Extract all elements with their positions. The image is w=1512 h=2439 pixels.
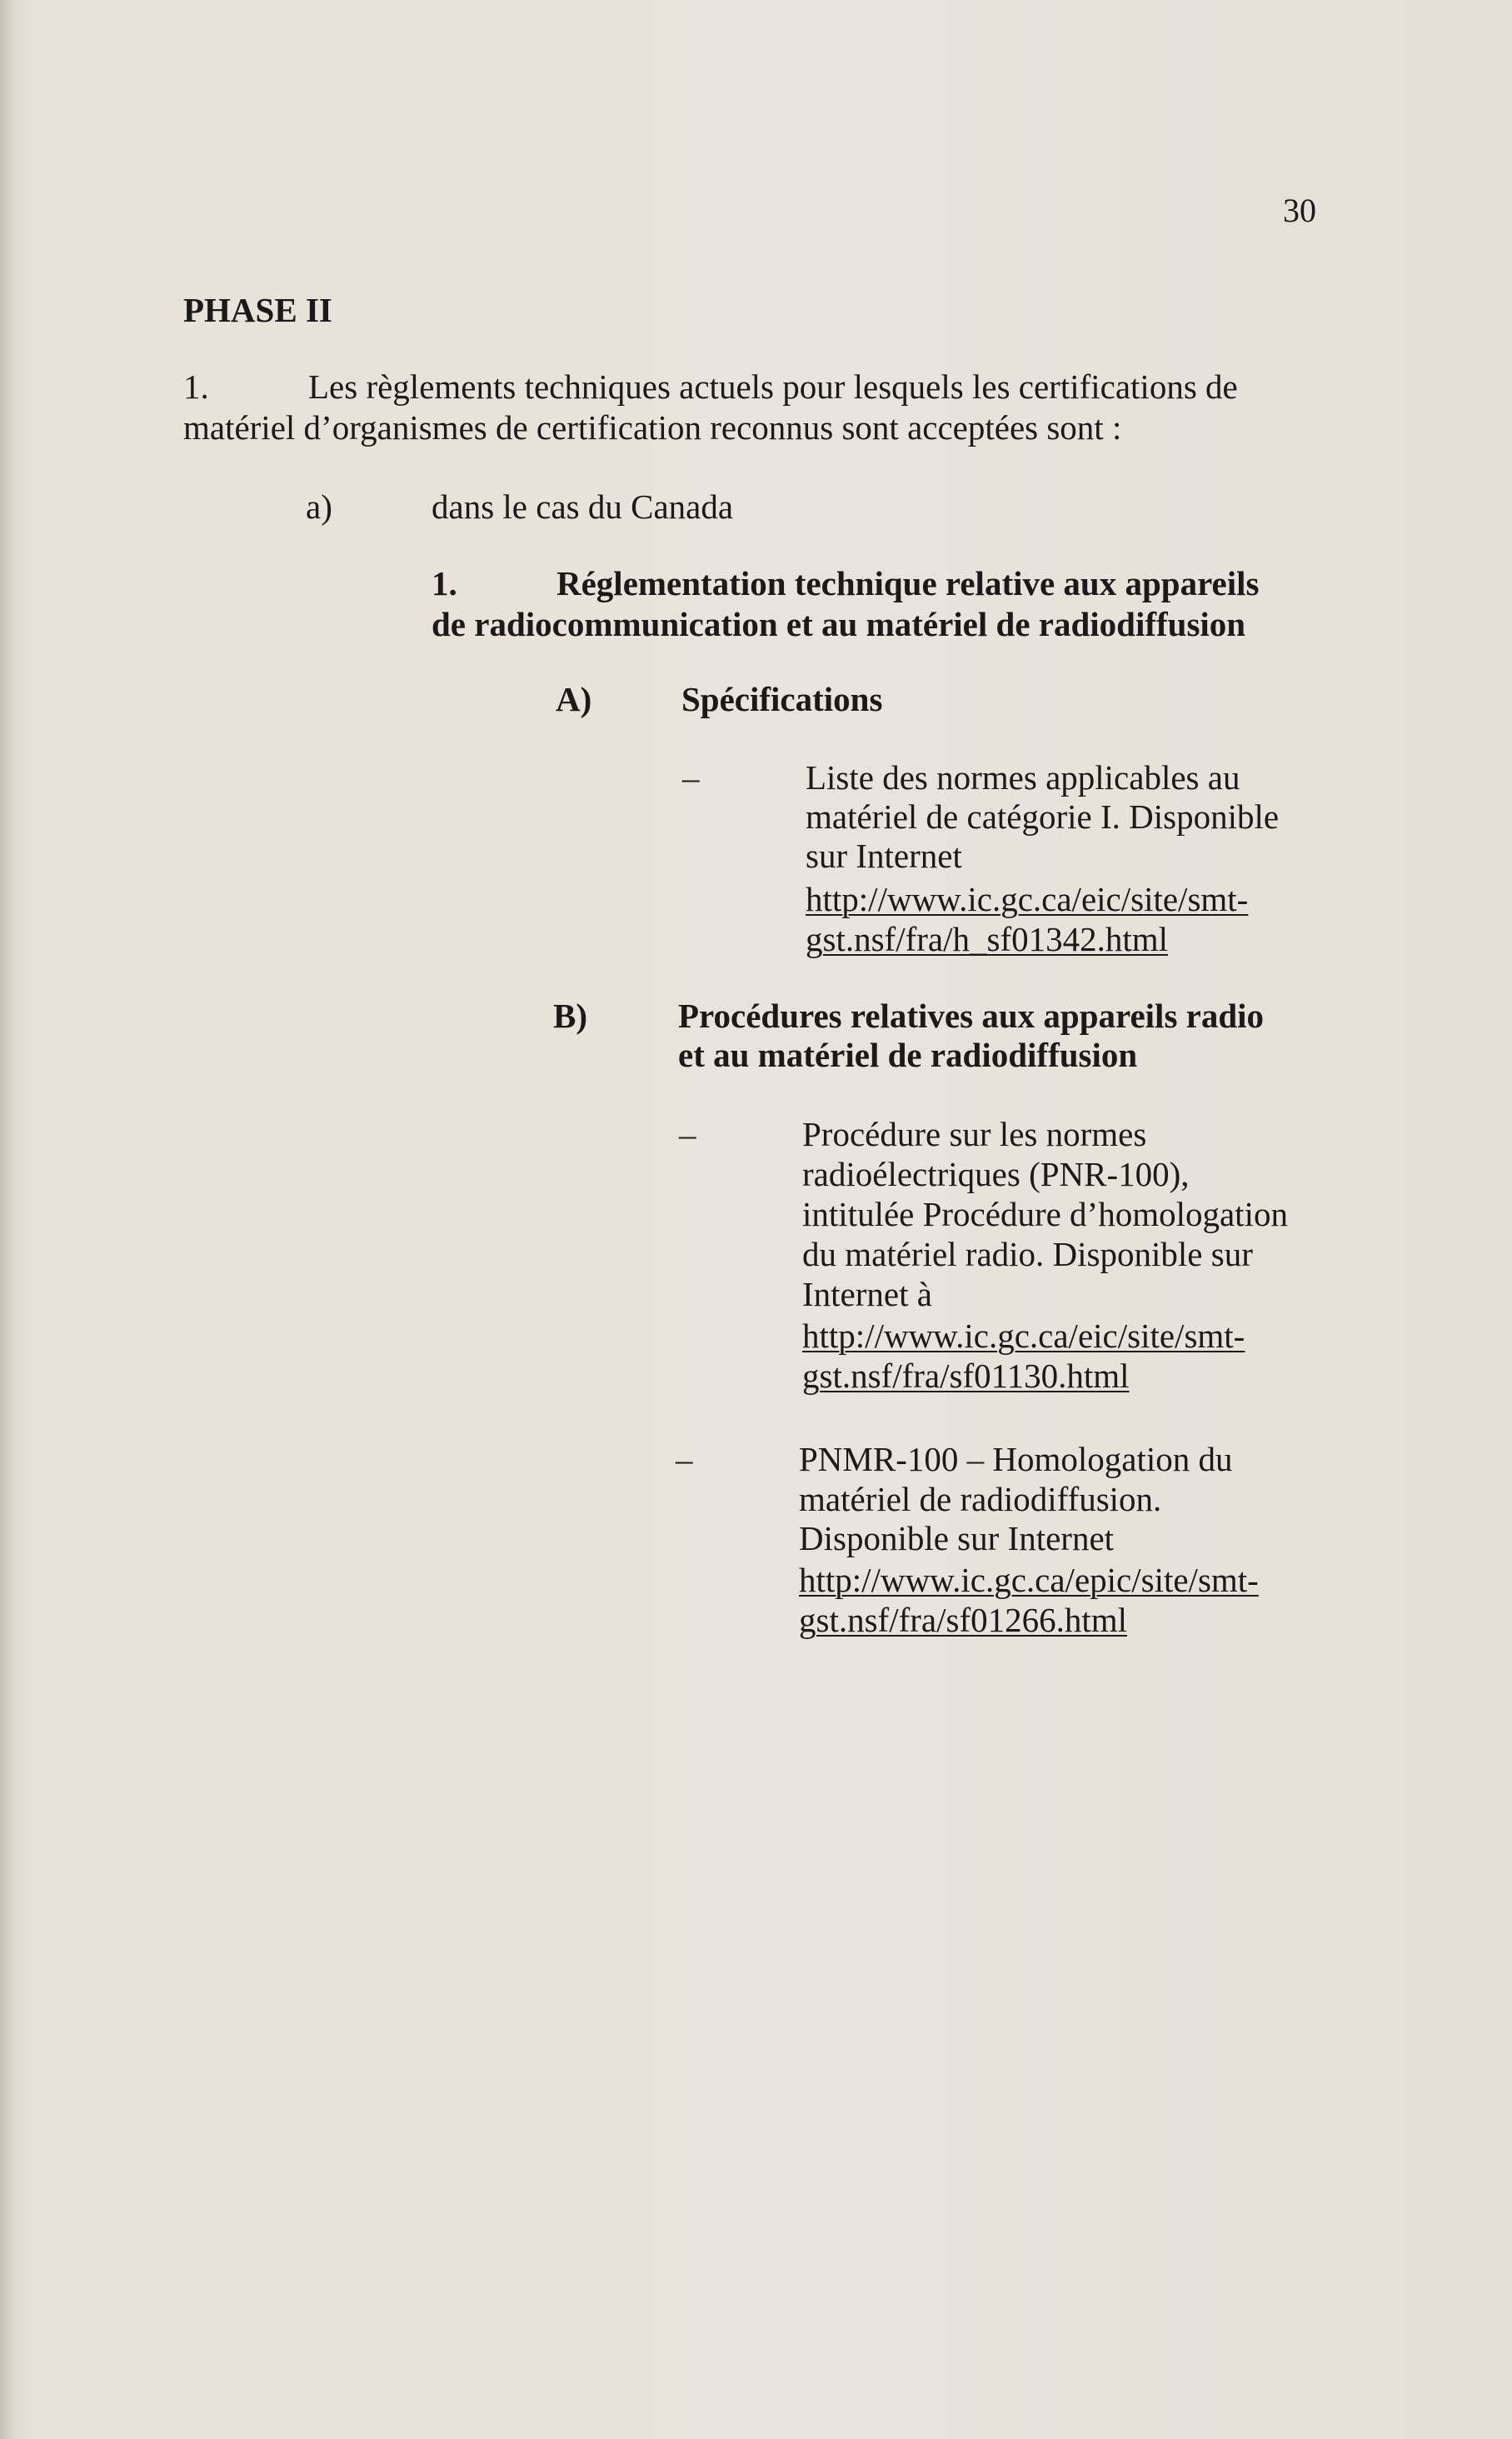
section-b-item-2-line: matériel de radiodiffusion. (799, 1480, 1162, 1518)
page-binding-edge (0, 0, 17, 2439)
section-b-item-1-line: du matériel radio. Disponible sur (802, 1235, 1253, 1273)
section-a-title: Spécifications (681, 680, 883, 718)
section-b-item-2-link[interactable]: gst.nsf/fra/sf01266.html (799, 1601, 1128, 1639)
regulation-number: 1. (432, 564, 457, 602)
section-a-item-1-dash: – (682, 758, 700, 797)
section-b-item-1-line: intitulée Procédure d’homologation (802, 1195, 1288, 1233)
regulation-line-1: Réglementation technique relative aux appareils (556, 564, 1260, 602)
case-a-text: dans le cas du Canada (432, 487, 734, 526)
section-a-label: A) (556, 680, 592, 718)
page-number: 30 (1283, 192, 1316, 229)
intro-number: 1. (183, 367, 209, 406)
intro-line-2: matériel d’organismes de certification reconnus sont acceptées sont : (183, 408, 1122, 447)
section-b-item-2-link[interactable]: http://www.ic.gc.ca/epic/site/smt- (799, 1561, 1259, 1599)
section-b-item-1-dash: – (679, 1115, 696, 1153)
section-b-title-line-1: Procédures relatives aux appareils radio (678, 997, 1265, 1035)
section-a-item-1-line: matériel de catégorie I. Disponible (806, 797, 1280, 836)
section-a-item-1-link[interactable]: gst.nsf/fra/h_sf01342.html (806, 920, 1169, 958)
section-b-item-2-line: PNMR-100 – Homologation du (799, 1440, 1233, 1478)
section-a-item-1-link[interactable]: http://www.ic.gc.ca/eic/site/smt- (806, 880, 1249, 918)
regulation-line-2: de radiocommunication et au matériel de radiodiffusion (432, 605, 1246, 643)
phase-heading: PHASE II (183, 291, 332, 329)
section-b-item-1-link[interactable]: http://www.ic.gc.ca/eic/site/smt- (802, 1317, 1245, 1355)
section-b-title-line-2: et au matériel de radiodiffusion (678, 1036, 1138, 1074)
section-a-item-1-line: Liste des normes applicables au (806, 758, 1240, 797)
section-b-item-1-line: Procédure sur les normes (802, 1115, 1147, 1153)
intro-line-1: Les règlements techniques actuels pour lesquels les certifications de (308, 367, 1238, 406)
section-a-item-1-line: sur Internet (806, 837, 962, 875)
section-b-item-1-line: radioélectriques (PNR-100), (802, 1155, 1190, 1193)
section-b-item-1-line: Internet à (802, 1275, 932, 1313)
section-b-item-2-line: Disponible sur Internet (799, 1519, 1115, 1557)
section-b-item-1-link[interactable]: gst.nsf/fra/sf01130.html (802, 1357, 1130, 1395)
section-b-label: B) (553, 997, 587, 1035)
case-a-label: a) (306, 487, 332, 526)
section-b-item-2-dash: – (676, 1440, 693, 1478)
